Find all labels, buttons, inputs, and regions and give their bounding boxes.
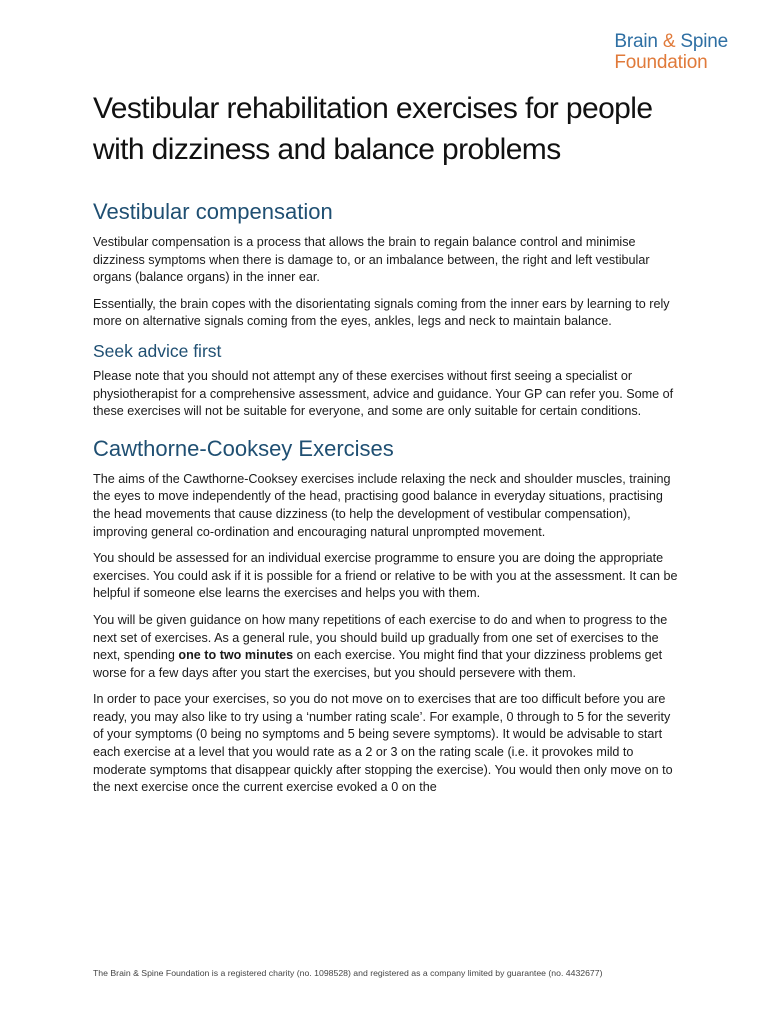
logo-word-spine: Spine [675, 31, 728, 52]
logo-line-2: Foundation [614, 52, 708, 73]
paragraph: Essentially, the brain copes with the disorientating signals coming from the inner ears by learning to rely more on alternative signals coming from the eyes, ankles, legs and neck to maintain balance. [93, 296, 670, 329]
logo-ampersand: & [662, 31, 676, 52]
section-heading-vestibular-compensation: Vestibular compensation [93, 199, 333, 224]
paragraph [93, 612, 678, 682]
text-run: You will be given guidance on how many repetitions of each exercise to do and when to progress to the next set of exercises. As a general rule, you should build up gradually from one set of exercises to the next, spending [93, 612, 668, 663]
document-body [93, 88, 678, 806]
paragraph: In order to pace your exercises, so you do not move on to exercises that are too difficult before you are ready, you may also like to try using a ‘number rating scale’. For example, 0 through to 5 for the severity of your symptoms (0 being no symptoms and 5 being severe symptoms). It would be advisable to start each exercise at a level that you would rate as a 2 or 3 on the rating scale (i.e. it provokes mild to moderate symptoms that disappear quickly after stopping the exercise). You would then only move on to the next exercise once the current exercise evoked a 0 on the [93, 692, 673, 795]
brand-logo [614, 32, 728, 72]
emphasis-text: one to two minutes [178, 648, 294, 663]
paragraph: Please note that you should not attempt any of these exercises without first seeing a specialist or physiotherapist for a comprehensive assessment, advice and guidance. Your GP can refer you. Some of these exercises will not be suitable for everyone, and some are only suitable for certain conditions. [93, 368, 674, 419]
text-run: on each exercise. You might find that your dizziness problems get worse for a few days after you start the exercises, but you should persevere with them. [93, 648, 663, 680]
paragraph: Vestibular compensation is a process that allows the brain to regain balance control and minimise dizziness symptoms when there is damage to, or an imbalance between, the right and left vestibular organs (balance organs) in the inner ear. [93, 235, 650, 285]
section-heading-cawthorne-cooksey: Cawthorne-Cooksey Exercises [93, 435, 394, 461]
subsection-heading-seek-advice: Seek advice first [93, 340, 222, 361]
page-title: Vestibular rehabilitation exercises for people with dizziness and balance problems [93, 92, 653, 166]
logo-word-brain: Brain [614, 31, 663, 52]
page-footer: The Brain & Spine Foundation is a registered charity (no. 1098528) and registered as a company limited by guarantee (no. 4432677) [93, 968, 603, 978]
paragraph: The aims of the Cawthorne-Cooksey exercises include relaxing the neck and shoulder muscles, training the eyes to move independently of the head, practising good balance in everyday situations, practising the head movements that cause dizziness (to help the development of vestibular compensation), improving general co-ordination and encouraging natural unprompted movement. [93, 471, 671, 539]
paragraph: You should be assessed for an individual exercise programme to ensure you are doing the appropriate exercises. You could ask if it is possible for a friend or relative to be with you at the assessment. It can be helpful if someone else learns the exercises and helps you with them. [93, 551, 678, 601]
logo-line-1 [614, 32, 728, 51]
